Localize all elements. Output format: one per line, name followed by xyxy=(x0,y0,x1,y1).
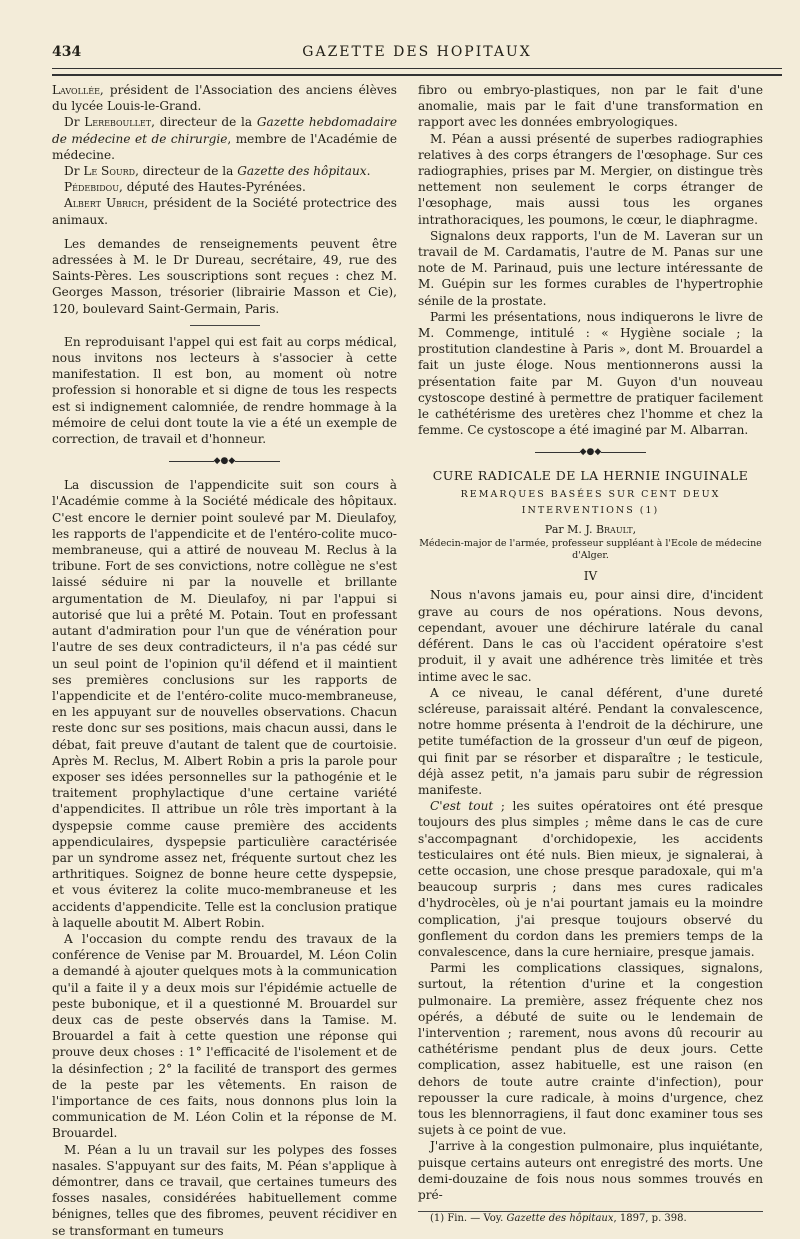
separator-rule xyxy=(190,325,260,326)
member-entry: Lavollée, président de l'Association des anciens élèves du lycée Louis-le-Grand. xyxy=(52,83,397,114)
presentations-paragraph: Parmi les présentations, nous indiquerons le livre de M. Commenge, intitulé : « Hygiène sociale ; la prostitution clandestine à Paris », dont M. Brouardel a fait un juste éloge. Nous mentionnerons aussi la présentation faite par M. Guyon d'un nouveau cystoscope destiné à permettre de pratiquer facilement le cathétérisme des uretères chez l'homme et chez la femme. Ce cystoscope a été imaginé par M. Albarran. xyxy=(418,309,763,438)
polypes-paragraph: M. Péan a lu un travail sur les polypes des fosses nasales. S'appuyant sur des faits, M. Péan s'applique à démontrer, dans ce travail, que certaines tumeurs des fosses nasales, considérées habituellement comme bénignes, telles que des fibromes, peuvent récidiver en se transformant en tumeurs xyxy=(52,1142,397,1238)
member-entry: Dr Le Sourd, directeur de la Gazette des hôpitaux. xyxy=(64,164,371,179)
left-column xyxy=(52,82,397,1239)
rapports-paragraph: Signalons deux rapports, l'un de M. Laveran sur un travail de M. Cardamatis, l'autre de M. Panas sur une note de M. Parinaud, puis une lecture intéressante de M. Guépin sur les formes curables de l'hypertrophie sénile de la prostate. xyxy=(418,228,763,308)
article-paragraph: Parmi les complications classiques, signalons, surtout, la rétention d'urine et la congestion pulmonaire. La première, assez fréquente chez nos opérés, a débuté de suite ou le lendemain de l'intervention ; rarement, nous avons dû recourir au cathétérisme pendant plus de deux jours. Cette complication, assez habituelle, est une raison (en dehors de toute autre crainte d'infection), pour repousser la cure radicale, à moins d'urgence, chez tous les blennorragiens, il faut donc examiner tous ses sujets à ce point de vue. xyxy=(418,961,763,1138)
ornament-separator: ◆●◆ xyxy=(531,448,651,458)
polypes-continued: fibro ou embryo-plastiques, non par le fait d'une anomalie, mais par le fait d'une transformation en rapport avec les données embryologiques. xyxy=(418,83,763,130)
section-number: IV xyxy=(583,569,598,584)
radiographies-paragraph: M. Péan a aussi présenté de superbes radiographies relatives à des corps étrangers de l'œsophage. Sur ces radiographies, prises par M. Mergier, on distingue très nettement non seulement le corps étranger de l'œsophage, mais aussi tous les organes intrathoraciques, les poumons, le cœur, le diaphragme. xyxy=(418,131,763,227)
page-header xyxy=(52,40,782,66)
subscriptions-paragraph: Les demandes de renseignements peuvent être adressées à M. le Dr Dureau, secrétaire, 49, rue des Saints-Pères. Les souscriptions sont reçues : chez M. Georges Masson, trésorier (librairie Masson et Cie), 120, boulevard Saint-Germain, Paris. xyxy=(52,236,397,316)
article-paragraph: A ce niveau, le canal déférent, d'une dureté scléreuse, paraissait altéré. Pendant la convalescence, notre homme présenta à l'endroit de la déchirure, une petite tuméfaction de la grosseur d'un œuf de pigeon, qui finit par se résorber et disparaître ; le testicule, déjà assez petit, n'a jamais paru subir de régression manifeste. xyxy=(418,685,763,797)
appendicite-paragraph: La discussion de l'appendicite suit son cours à l'Académie comme à la Société médicale des hôpitaux. C'est encore le dernier point soulevé par M. Dieulafoy, les rapports de l'appendicite et de l'entéro-colite muco-membraneuse, qui a attiré de nouveau M. Reclus à la tribune. Fort de ses convictions, notre collègue ne s'est laissé séduire ni par la nouvelle et brillante argumentation de M. Dieulafoy, ni par l'appui si autorisé que lui a prêté M. Potain. Tout en professant autant d'admiration pour l'un que de vénération pour l'autre de ses deux contradicteurs, il n'a pas cédé sur un seul point de l'opinion qu'il défend et il maintient ses premières conclusions sur les rapports de l'appendicite et de l'entéro-colite muco-membraneuse, en les appuyant sur de nouvelles observations. Chacun reste donc sur ses positions, mais chacun aussi, dans le débat, fait preuve d'autant de talent que de courtoisie. Après M. Reclus, M. Albert Robin a pris la parole pour exposer ses idées personnelles sur la pathogénie et le traitement prophylactique d'une certaine variété d'appendicites. Il attribue un rôle très important à la dyspepsie comme cause première des accidents appendiculaires, dyspepsie particulière caractérisée par un syndrome assez net, fréquente surtout chez les arthritiques. Soignez de bonne heure cette dyspepsie, et vous éviterez la colite muco-membraneuse et les accidents d'appendicite. Telle est la conclusion pratique à laquelle aboutit M. Albert Robin. xyxy=(52,478,397,930)
footnote: (1) Fin. — Voy. Gazette des hôpitaux, 1897, p. 398. xyxy=(430,1213,687,1225)
member-entry: Pédebidou, député des Hautes-Pyrénées. xyxy=(64,180,306,195)
ornament-separator: ◆●◆ xyxy=(165,457,285,467)
member-entry: Albert Ubrich, président de la Société protectrice des animaux. xyxy=(52,196,397,227)
peste-paragraph: A l'occasion du compte rendu des travaux de la conférence de Venise par M. Brouardel, M. Léon Colin a demandé à ajouter quelques mots à la communication qu'il a faite il y a deux mois sur l'épidémie actuelle de peste bubonique, et il a questionné M. Brouardel sur deux cas de peste observés dans la Tamise. M. Brouardel a fait à cette question une réponse qui prouve deux choses : 1° l'efficacité de l'isolement et de la désinfection ; 2° la facilité de transport des germes de la peste par les vêtements. En raison de l'importance de ces faits, nous donnons plus loin la communication de M. Léon Colin et la réponse de M. Brouardel. xyxy=(52,931,397,1141)
author-affiliation: Médecin-major de l'armée, professeur suppléant à l'Ecole de médecine d'Alger. xyxy=(419,538,762,562)
member-entry: Dr Lereboullet, directeur de la Gazette hebdomadaire de médecine et de chirurgie, membre de l'Académie de médecine. xyxy=(52,115,397,162)
article-author: Par M. J. Brault, xyxy=(544,523,637,537)
appeal-paragraph: En reproduisant l'appel qui est fait au corps médical, nous invitons nos lecteurs à s'associer à cette manifestation. Il est bon, au moment où notre profession si honorable et si digne de tous les respects est si indignement calomniée, de rendre hommage à la mémoire de celui dont toute la vie a été un exemple de correction, de travail et d'honneur. xyxy=(52,334,397,447)
page-number: 434 xyxy=(52,44,82,60)
article-paragraph: Nous n'avons jamais eu, pour ainsi dire, d'incident grave au cours de nos opérations. Nous devons, cependant, avouer une déchirure latérale du canal déférent. Dans le cas où l'accident opératoire s'est produit, il y avait une adhérence très limitée et très intime avec le sac. xyxy=(418,588,763,684)
article-title: CURE RADICALE DE LA HERNIE INGUINALE xyxy=(432,468,749,484)
right-column xyxy=(418,82,763,1225)
article-paragraph: J'arrive à la congestion pulmonaire, plus inquiétante, puisque certains auteurs ont enregistré des morts. Une demi-douzaine de fois nous nous sommes trouvés en pré- xyxy=(418,1139,763,1202)
journal-title: GAZETTE DES HOPITAUX xyxy=(302,44,532,60)
article-paragraph: C'est tout ; les suites opératoires ont été presque toujours des plus simples ; même dans le cas de cure s'accompagnant d'orchidopexie, les accidents testiculaires ont été nuls. Bien mieux, je signalerai, à cette occasion, une chose presque paradoxale, qui m'a beaucoup surpris ; dans mes cures radicales d'hydrocèles, où je n'ai pourtant jamais eu la moindre complication, j'ai presque toujours observé du gonflement du cordon dans les premiers temps de la convalescence, dans la cure herniaire, presque jamais. xyxy=(418,799,763,959)
header-rule xyxy=(52,68,782,76)
article-subtitle: REMARQUES BASÉES SUR CENT DEUX INTERVENTIONS (1) xyxy=(460,488,721,516)
